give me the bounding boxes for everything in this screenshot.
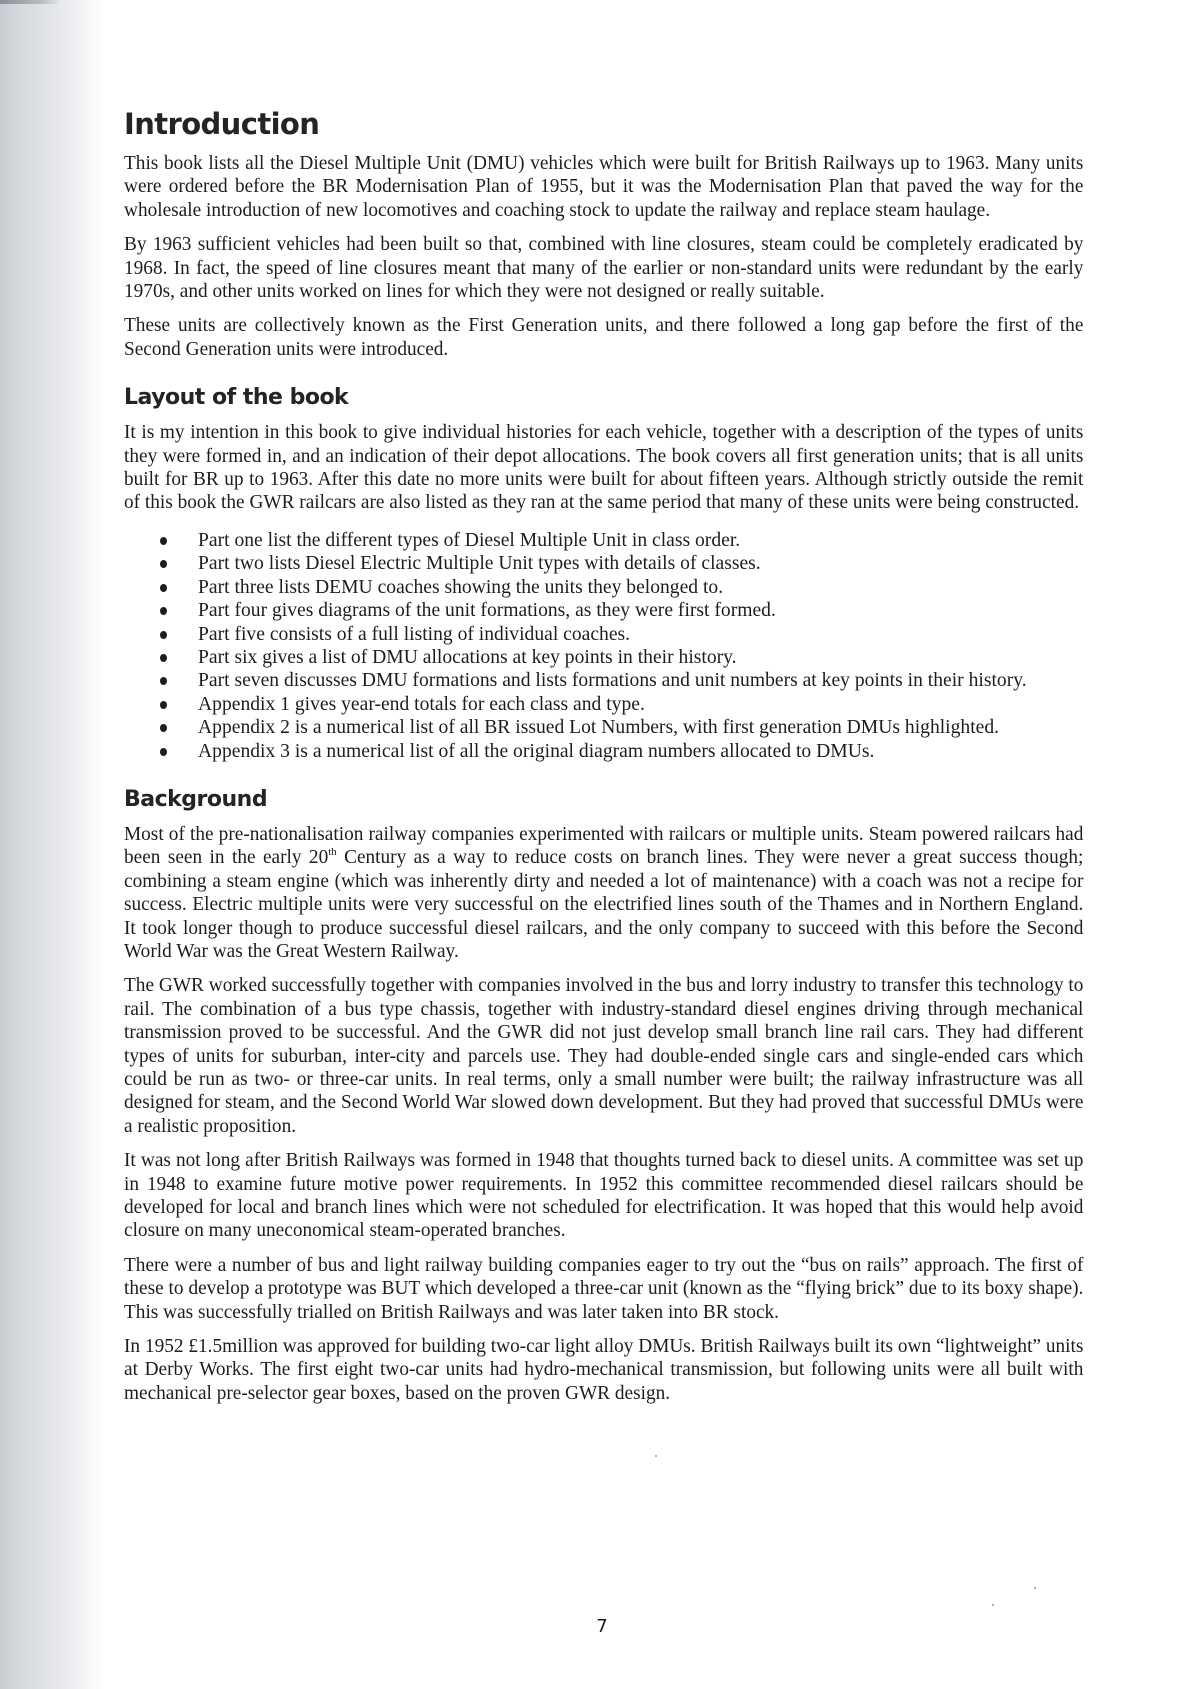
bullet-icon xyxy=(160,631,167,639)
paragraph-text: Century as a way to reduce costs on branch lines. They were never a great success though; combining a steam engine (which was inherently dirty and needed a lot of maintenance) with a coach was not a recipe for success. Electric multiple units were very successful on the electrified lines south of the Thames and in Northern England. It took longer though to produce successful diesel railcars, and the only company to succeed with this before the Second World War was the Great Western Railway. xyxy=(124,847,1084,962)
paragraph: By 1963 sufficient vehicles had been built so that, combined with line closures, steam could be completely eradicated by 1968. In fact, the speed of line closures meant that many of the earlier or non-standard units were redundant by the early 1970s, and other units worked on lines for which they were not designed or really suitable. xyxy=(124,234,1084,303)
paragraph: In 1952 £1.5million was approved for building two-car light alloy DMUs. British Railways built its own “lightweight” units at Derby Works. The first eight two-car units had hydro-mechanical transmission, but following units were all built with mechanical pre-selector gear boxes, based on the proven GWR design. xyxy=(124,1336,1084,1404)
heading-layout-of-the-book: Layout of the book xyxy=(124,385,349,411)
section-background xyxy=(124,785,1098,1405)
page-edge-shadow xyxy=(0,0,60,4)
paragraph: The GWR worked successfully together with companies involved in the bus and lorry industry to transfer this technology to rail. The combination of a bus type chassis, together with industry-standard diesel engines driving through mechanical transmission proved to be successful. And the GWR did not just develop small branch line rail cars. They had different types of units for suburban, inter-city and parcels use. They had double-ended single cars and single-ended cars which could be run as two- or three-car units. In real terms, only a small number were built; the railway infrastructure was all designed for steam, and the Second World War slowed down development. But they had proved that successful DMUs were a realistic proposition. xyxy=(124,975,1084,1137)
paragraph xyxy=(124,823,1083,963)
list-item xyxy=(160,693,1098,716)
list-item xyxy=(160,646,1098,669)
list-item xyxy=(160,552,1098,575)
list-item xyxy=(160,669,1098,692)
list-item-text: Part one list the different types of Diesel Multiple Unit in class order. xyxy=(198,529,741,551)
section-layout xyxy=(124,383,1098,763)
bullet-icon xyxy=(160,724,167,732)
scan-speck xyxy=(992,1604,994,1606)
list-item xyxy=(160,740,1098,763)
bullet-icon xyxy=(160,654,167,662)
bullet-icon xyxy=(160,677,167,685)
bullet-icon xyxy=(160,560,167,568)
bullet-icon xyxy=(160,701,167,709)
bullet-icon xyxy=(160,584,167,592)
list-item-text: Part five consists of a full listing of individual coaches. xyxy=(198,623,631,645)
paragraph: This book lists all the Diesel Multiple Unit (DMU) vehicles which were built for British Railways up to 1963. Many units were ordered before the BR Modernisation Plan of 1955, but it was the Modernisation Plan that paved the way for the wholesale introduction of new locomotives and coaching stock to update the railway and replace steam haulage. xyxy=(124,153,1084,221)
list-item xyxy=(160,716,1098,739)
list-item-text: Part six gives a list of DMU allocations at key points in their history. xyxy=(198,646,737,668)
list-item-text: Appendix 2 is a numerical list of all BR issued Lot Numbers, with first generation DMUs highlighted. xyxy=(198,717,1000,739)
paragraph: These units are collectively known as the First Generation units, and there followed a long gap before the first of the Second Generation units were introduced. xyxy=(124,315,1084,360)
book-parts-list xyxy=(124,529,1098,763)
page-content xyxy=(124,104,1098,1416)
bullet-icon xyxy=(160,537,167,545)
heading-introduction: Introduction xyxy=(124,107,320,141)
list-item xyxy=(160,599,1098,622)
page-number: 7 xyxy=(596,1616,608,1637)
list-item-text: Appendix 1 gives year-end totals for each class and type. xyxy=(198,693,645,715)
bullet-icon xyxy=(160,748,167,756)
list-item xyxy=(160,529,1098,552)
list-item xyxy=(160,623,1098,646)
list-item-text: Appendix 3 is a numerical list of all the original diagram numbers allocated to DMUs. xyxy=(198,740,875,762)
list-item xyxy=(160,576,1098,599)
list-item-text: Part four gives diagrams of the unit formations, as they were first formed. xyxy=(198,600,776,622)
paragraph: It is my intention in this book to give individual histories for each vehicle, together with a description of the types of units they were formed in, and an indication of their depot allocations. The book covers all first generation units; that is all units built for BR up to 1963. After this date no more units were built for about fifteen years. Although strictly outside the remit of this book the GWR railcars are also listed as they ran at the same period that many of these units were being constructed. xyxy=(124,422,1084,514)
scan-speck xyxy=(1034,1587,1036,1589)
paragraph-text: Most of the pre-nationalisation railway companies experimented with railcars or multiple units. Steam powered railcars had been seen in the early 20 xyxy=(124,823,1084,869)
ordinal-superscript: th xyxy=(328,846,337,859)
bullet-icon xyxy=(160,607,167,615)
section-introduction xyxy=(124,104,1098,361)
list-item-text: Part seven discusses DMU formations and lists formations and unit numbers at key points in their history. xyxy=(198,670,1027,692)
paragraph: There were a number of bus and light railway building companies eager to try out the “bus on rails” approach. The first of these to develop a prototype was BUT which developed a three-car unit (known as the “flying brick” due to its boxy shape). This was successfully trialled on British Railways and was later taken into BR stock. xyxy=(124,1254,1084,1323)
paragraph: It was not long after British Railways was formed in 1948 that thoughts turned back to diesel units. A committee was set up in 1948 to examine future motive power requirements. In 1952 this committee recommended diesel railcars should be developed for local and branch lines which were not scheduled for electrification. It was hoped that this would help avoid closure on many uneconomical steam-operated branches. xyxy=(124,1150,1084,1242)
heading-background: Background xyxy=(124,786,268,812)
scan-speck xyxy=(655,1455,657,1457)
list-item-text: Part three lists DEMU coaches showing the units they belonged to. xyxy=(198,576,724,598)
list-item-text: Part two lists Diesel Electric Multiple Unit types with details of classes. xyxy=(198,553,761,575)
